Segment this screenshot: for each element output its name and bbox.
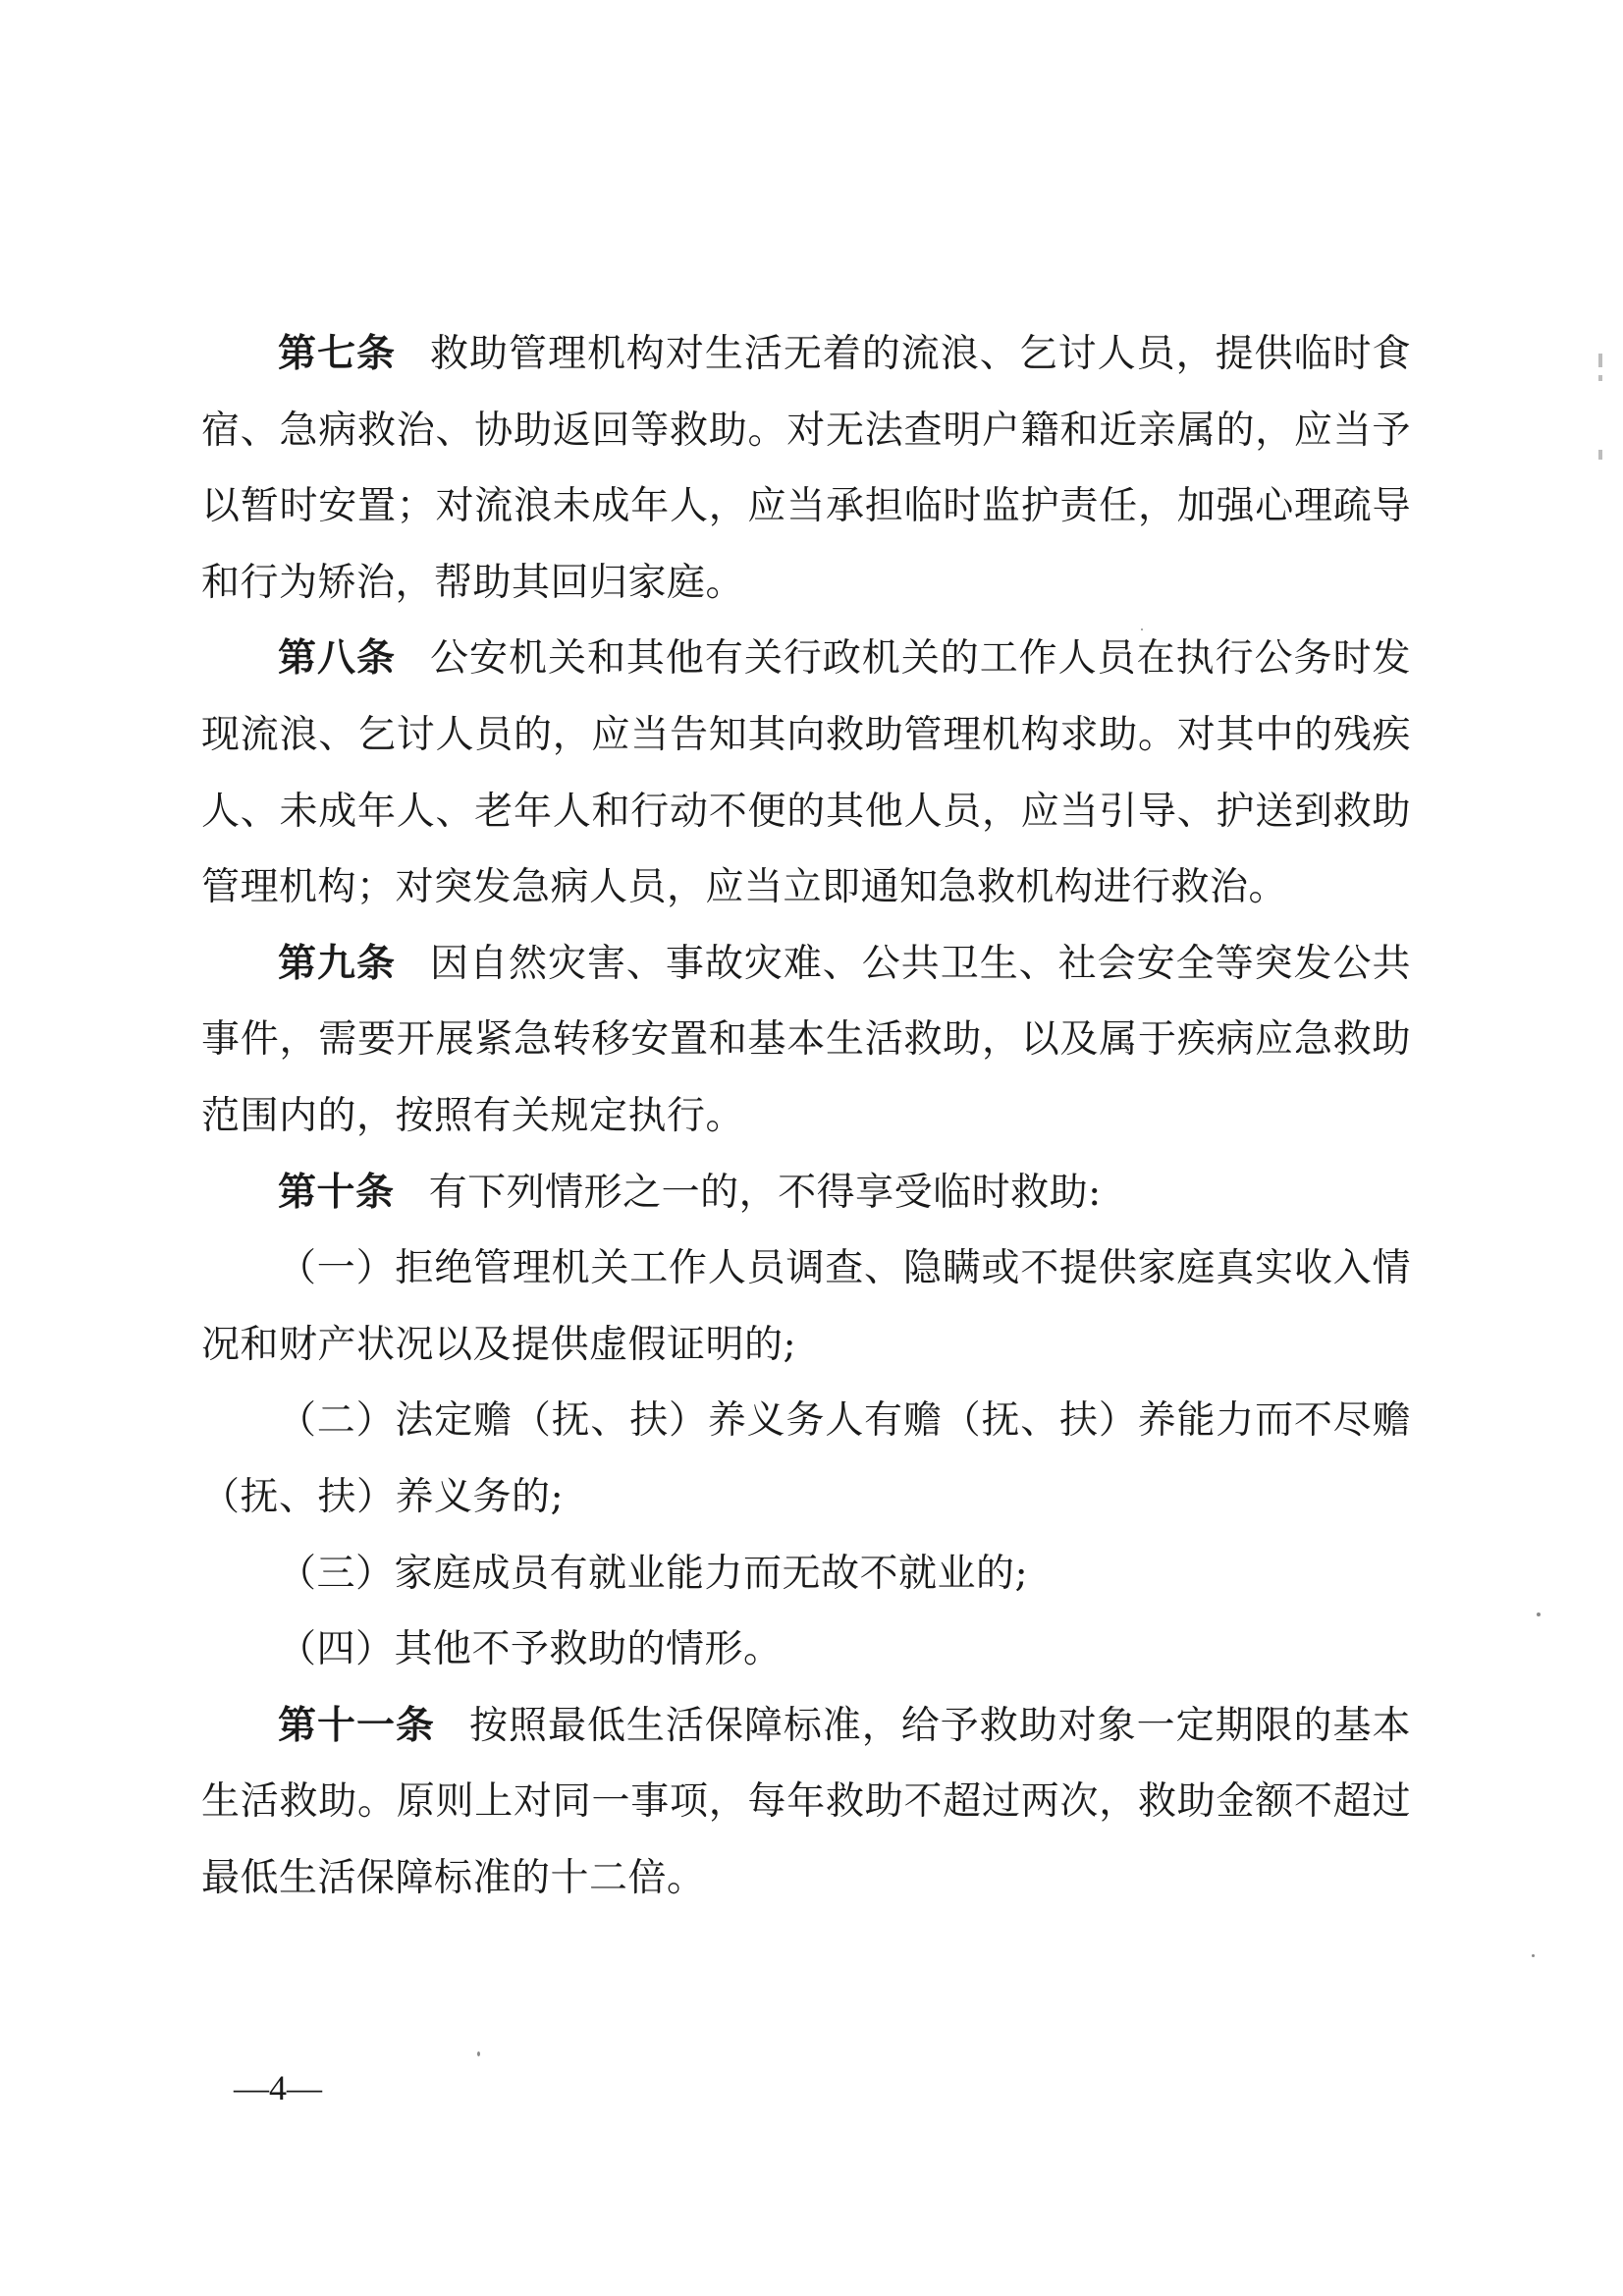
scan-edge-marks <box>1596 354 1605 471</box>
article-8 <box>201 621 1411 925</box>
list-item: （四）其他不予救助的情形。 <box>278 1627 783 1672</box>
article-8-text: 公安机关和其他有关行政机关的工作人员在执行公务时发现流浪、乞讨人员的，应当告知其向救助管理机构求助。对其中的残疾人、未成年人、老年人和行动不便的其他人员，应当引导、护送到救助管理机构；对突发急病人员，应当立即通知急救机构进行救治。 <box>201 636 1411 910</box>
scan-speck <box>1141 629 1143 630</box>
article-10 <box>201 1155 1411 1231</box>
article-10-text: 有下列情形之一的，不得享受临时救助: <box>428 1170 1102 1215</box>
scan-speck <box>1532 1954 1535 1957</box>
article-11 <box>201 1688 1411 1917</box>
article-9-label: 第九条 <box>278 941 396 986</box>
list-item: （一）拒绝管理机关工作人员调查、隐瞒或不提供家庭真实收入情况和财产状况以及提供虚假证明的; <box>201 1246 1411 1367</box>
article-9-text: 因自然灾害、事故灾难、公共卫生、社会安全等突发公共事件，需要开展紧急转移安置和基本生活救助，以及属于疾病应急救助范围内的，按照有关规定执行。 <box>201 941 1411 1138</box>
scan-speck <box>1537 1613 1541 1616</box>
article-7-label: 第七条 <box>278 332 396 376</box>
page-number: —4— <box>234 2068 322 2107</box>
article-11-text: 按照最低生活保障标准，给予救助对象一定期限的基本生活救助。原则上对同一事项，每年救助不超过两次，救助金额不超过最低生活保障标准的十二倍。 <box>201 1703 1411 1900</box>
article-10-label: 第十条 <box>278 1170 395 1215</box>
list-item: （二）法定赡（抚、扶）养义务人有赡（抚、扶）养能力而不尽赡（抚、扶）养义务的; <box>201 1398 1411 1519</box>
article-7-text: 救助管理机构对生活无着的流浪、乞讨人员，提供临时食宿、急病救治、协助返回等救助。对无法查明户籍和近亲属的，应当予以暂时安置；对流浪未成年人，应当承担临时监护责任，加强心理疏导和行为矫治，帮助其回归家庭。 <box>201 332 1411 605</box>
article-9 <box>201 926 1411 1155</box>
scan-speck <box>477 2051 480 2056</box>
article-7 <box>201 316 1411 621</box>
document-body <box>201 316 1411 1916</box>
article-8-label: 第八条 <box>278 636 396 682</box>
article-11-label: 第十一条 <box>278 1703 435 1748</box>
list-item: （三）家庭成员有就业能力而无故不就业的; <box>278 1551 1029 1596</box>
